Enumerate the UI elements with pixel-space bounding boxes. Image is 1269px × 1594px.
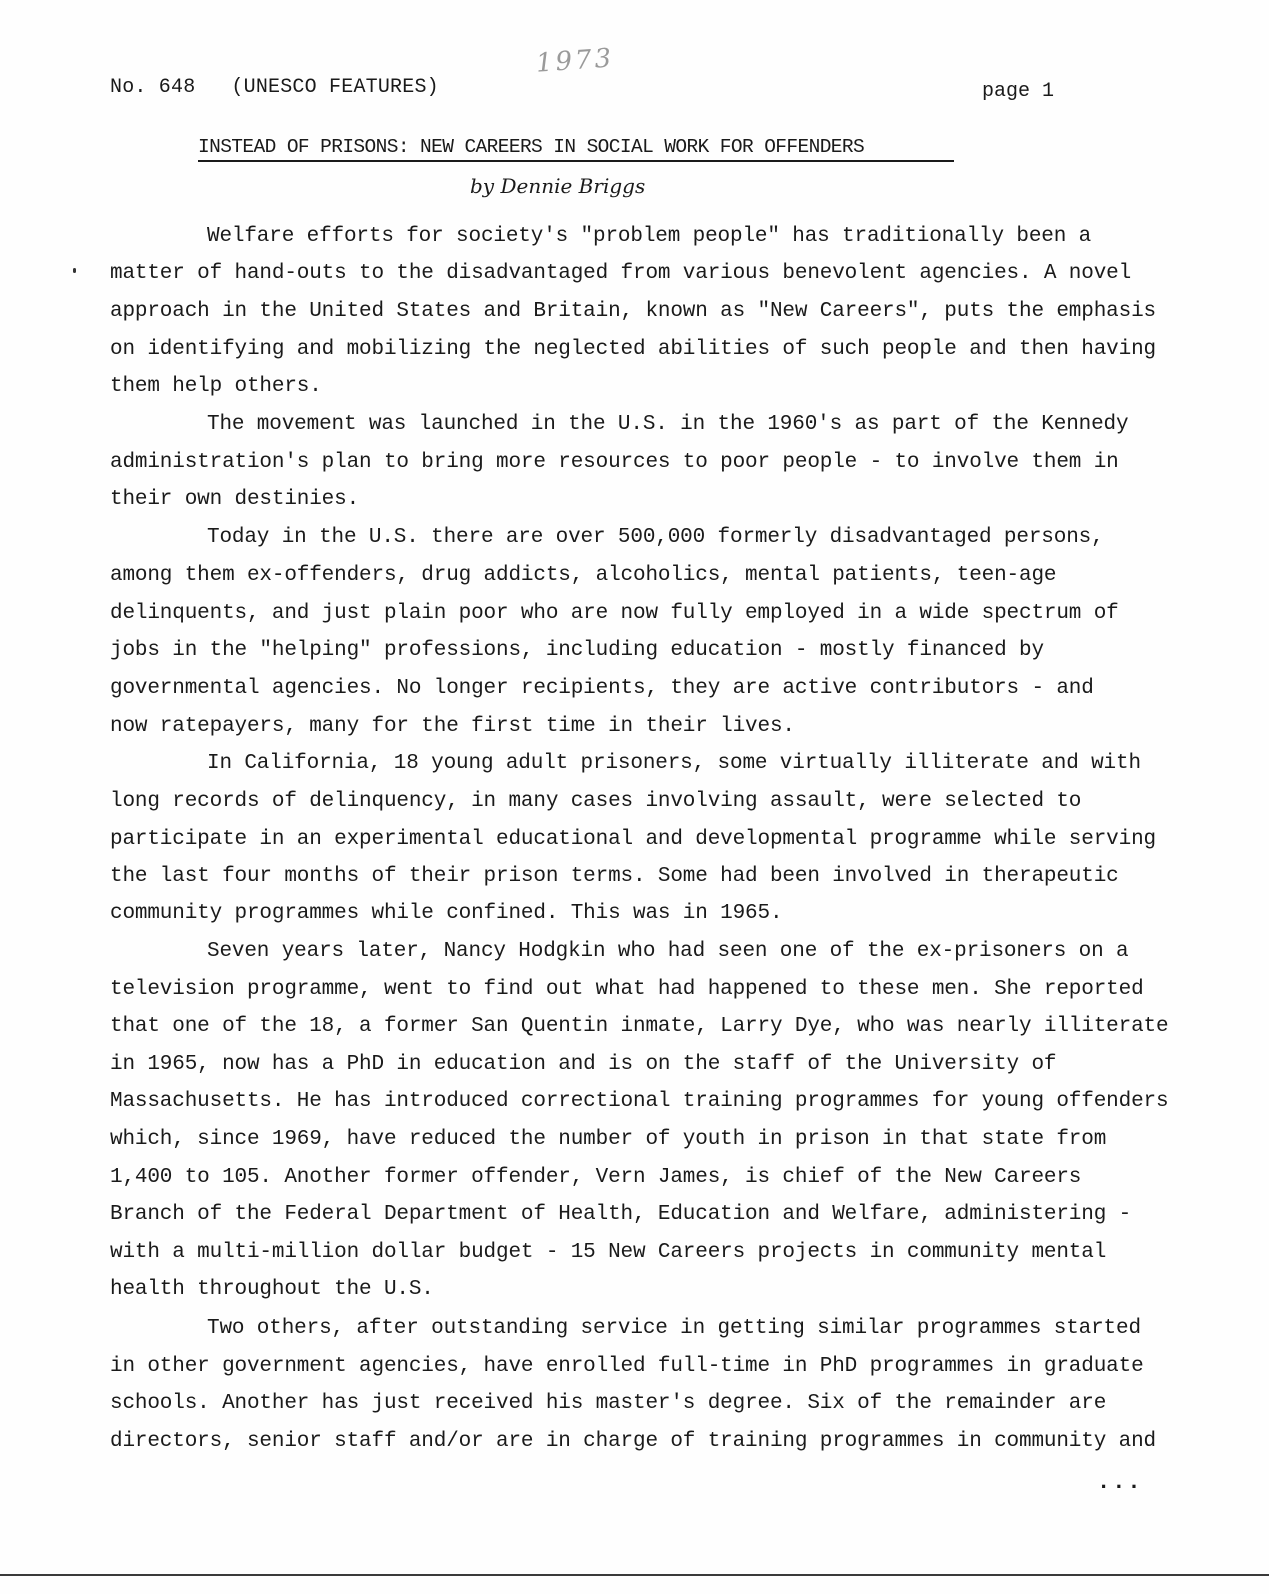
article-byline: by Dennie Briggs	[470, 174, 646, 198]
body-line: jobs in the "helping" professions, including education - mostly financed by	[110, 639, 1044, 662]
body-line: now ratepayers, many for the first time in their lives.	[110, 715, 795, 738]
document-number	[110, 76, 439, 99]
body-line: community programmes while confined. This was in 1965.	[110, 902, 783, 925]
page-number: page 1	[982, 80, 1055, 103]
body-line: participate in an experimental educational and developmental programme while serving	[110, 828, 1156, 851]
body-line: Welfare efforts for society's "problem people" has traditionally been a	[207, 225, 1092, 248]
body-line: directors, senior staff and/or are in charge of training programmes in community and	[110, 1430, 1156, 1453]
margin-mark	[73, 268, 76, 273]
body-line: 1,400 to 105. Another former offender, Vern James, is chief of the New Careers	[110, 1166, 1082, 1189]
body-line: approach in the United States and Britain, known as "New Careers", puts the emphasis	[110, 300, 1156, 323]
article-title: INSTEAD OF PRISONS: NEW CAREERS IN SOCIAL WORK FOR OFFENDERS	[198, 136, 954, 162]
body-line: matter of hand-outs to the disadvantaged from various benevolent agencies. A novel	[110, 262, 1132, 285]
bottom-edge-rule	[0, 1574, 1269, 1576]
body-line: with a multi-million dollar budget - 15 New Careers projects in community mental	[110, 1241, 1107, 1264]
body-line: Seven years later, Nancy Hodgkin who had seen one of the ex-prisoners on a	[207, 940, 1129, 963]
body-line: schools. Another has just received his master's degree. Six of the remainder are	[110, 1392, 1107, 1415]
body-line: Massachusetts. He has introduced correctional training programmes for young offenders	[110, 1090, 1169, 1113]
body-line: In California, 18 young adult prisoners, some virtually illiterate and with	[207, 752, 1141, 775]
continuation-mark: ...	[1097, 1470, 1143, 1495]
body-line: administration's plan to bring more resources to poor people - to involve them in	[110, 451, 1119, 474]
body-line: them help others.	[110, 375, 322, 398]
body-line: television programme, went to find out what had happened to these men. She reported	[110, 978, 1144, 1001]
body-line: governmental agencies. No longer recipients, they are active contributors - and	[110, 677, 1094, 700]
body-line: which, since 1969, have reduced the number of youth in prison in that state from	[110, 1128, 1107, 1151]
body-line: Branch of the Federal Department of Health, Education and Welfare, administering -	[110, 1203, 1132, 1226]
body-line: their own destinies.	[110, 488, 360, 511]
body-line: that one of the 18, a former San Quentin inmate, Larry Dye, who was nearly illiterate	[110, 1015, 1169, 1038]
body-line: The movement was launched in the U.S. in the 1960's as part of the Kennedy	[207, 413, 1129, 436]
feature-source: (UNESCO FEATURES)	[231, 76, 439, 99]
body-line: Two others, after outstanding service in getting similar programmes started	[207, 1317, 1141, 1340]
body-line: long records of delinquency, in many cases involving assault, were selected to	[110, 790, 1082, 813]
body-line: on identifying and mobilizing the neglected abilities of such people and then having	[110, 338, 1156, 361]
body-line: Today in the U.S. there are over 500,000 formerly disadvantaged persons,	[207, 526, 1104, 549]
body-line: in other government agencies, have enrolled full-time in PhD programmes in graduate	[110, 1355, 1144, 1378]
body-line: among them ex-offenders, drug addicts, alcoholics, mental patients, teen-age	[110, 564, 1057, 587]
body-line: in 1965, now has a PhD in education and is on the staff of the University of	[110, 1053, 1057, 1076]
handwritten-year-annotation: 1973	[535, 43, 616, 79]
feature-number: No. 648	[110, 76, 196, 99]
body-line: the last four months of their prison terms. Some had been involved in therapeutic	[110, 865, 1119, 888]
body-line: health throughout the U.S.	[110, 1278, 434, 1301]
body-line: delinquents, and just plain poor who are now fully employed in a wide spectrum of	[110, 602, 1119, 625]
